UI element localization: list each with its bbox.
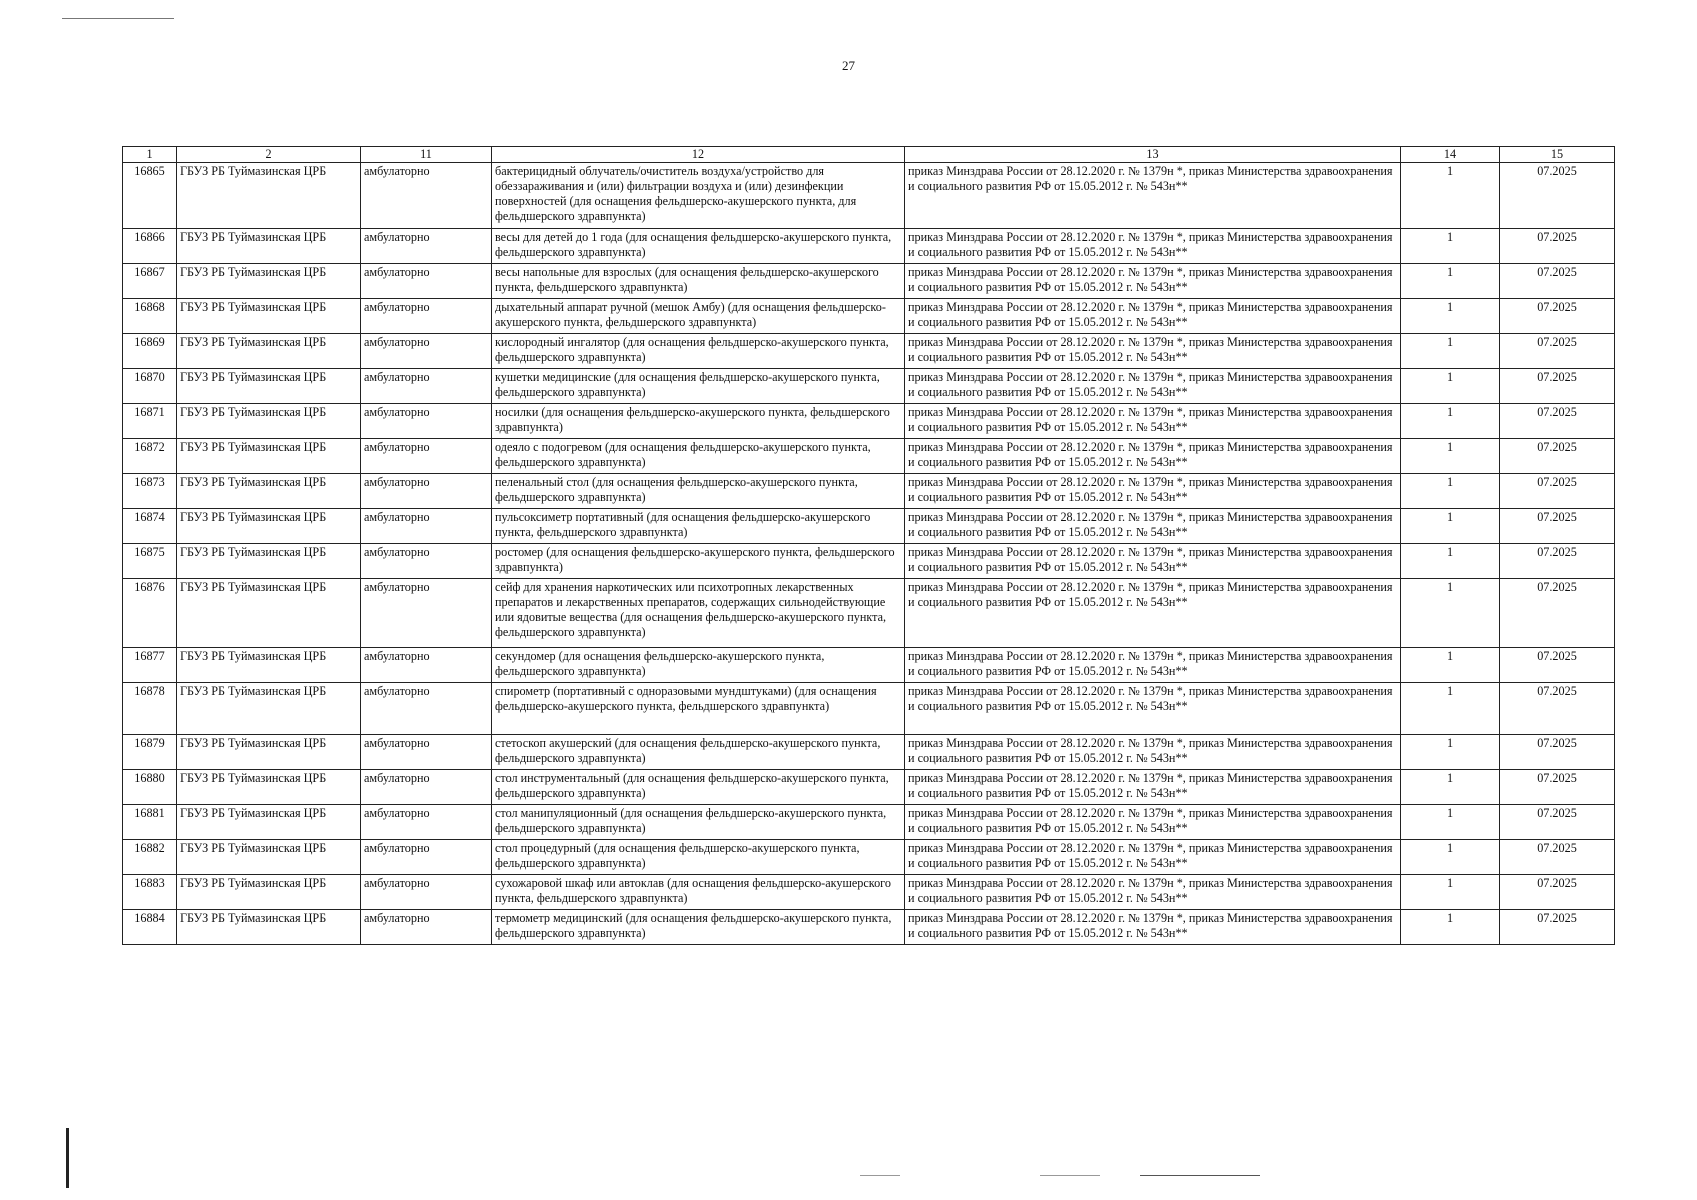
care-form-cell: амбулаторно (361, 875, 492, 910)
organization-cell: ГБУЗ РБ Туймазинская ЦРБ (177, 229, 361, 264)
scan-artifact-mark (66, 1128, 69, 1188)
deadline-cell: 07.2025 (1500, 735, 1615, 770)
care-form-cell: амбулаторно (361, 439, 492, 474)
quantity-cell: 1 (1401, 404, 1500, 439)
table-row (123, 299, 1615, 334)
quantity-cell: 1 (1401, 369, 1500, 404)
deadline-cell: 07.2025 (1500, 474, 1615, 509)
deadline-cell: 07.2025 (1500, 683, 1615, 735)
organization-cell: ГБУЗ РБ Туймазинская ЦРБ (177, 163, 361, 229)
legal-basis-cell: приказ Минздрава России от 28.12.2020 г. № 1379н *, приказ Министерства здравоохранения и социального развития РФ от 15.05.2012 г. № 543н** (905, 579, 1401, 648)
equipment-description-cell: термометр медицинский (для оснащения фельдшерско-акушерского пункта, фельдшерского здравпункта) (492, 910, 905, 945)
table-row (123, 264, 1615, 299)
table-body (123, 163, 1615, 945)
row-number: 16875 (123, 544, 177, 579)
scan-artifact-dash (860, 1175, 900, 1176)
equipment-description-cell: стетоскоп акушерский (для оснащения фельдшерско-акушерского пункта, фельдшерского здравпункта) (492, 735, 905, 770)
row-number: 16879 (123, 735, 177, 770)
row-number: 16866 (123, 229, 177, 264)
organization-cell: ГБУЗ РБ Туймазинская ЦРБ (177, 299, 361, 334)
deadline-cell: 07.2025 (1500, 840, 1615, 875)
quantity-cell: 1 (1401, 264, 1500, 299)
row-number: 16878 (123, 683, 177, 735)
column-header: 14 (1401, 147, 1500, 163)
legal-basis-cell: приказ Минздрава России от 28.12.2020 г. № 1379н *, приказ Министерства здравоохранения и социального развития РФ от 15.05.2012 г. № 543н** (905, 163, 1401, 229)
page-number: 27 (842, 58, 855, 73)
table-row (123, 229, 1615, 264)
care-form-cell: амбулаторно (361, 334, 492, 369)
row-number: 16865 (123, 163, 177, 229)
organization-cell: ГБУЗ РБ Туймазинская ЦРБ (177, 770, 361, 805)
equipment-description-cell: дыхательный аппарат ручной (мешок Амбу) (для оснащения фельдшерско-акушерского пункта, фельдшерского здравпункта) (492, 299, 905, 334)
deadline-cell: 07.2025 (1500, 805, 1615, 840)
deadline-cell: 07.2025 (1500, 579, 1615, 648)
deadline-cell: 07.2025 (1500, 770, 1615, 805)
table-row (123, 334, 1615, 369)
quantity-cell: 1 (1401, 805, 1500, 840)
column-header: 2 (177, 147, 361, 163)
row-number: 16872 (123, 439, 177, 474)
care-form-cell: амбулаторно (361, 579, 492, 648)
quantity-cell: 1 (1401, 163, 1500, 229)
equipment-description-cell: кислородный ингалятор (для оснащения фельдшерско-акушерского пункта, фельдшерского здравпункта) (492, 334, 905, 369)
legal-basis-cell: приказ Минздрава России от 28.12.2020 г. № 1379н *, приказ Министерства здравоохранения и социального развития РФ от 15.05.2012 г. № 543н** (905, 805, 1401, 840)
row-number: 16876 (123, 579, 177, 648)
table-row (123, 163, 1615, 229)
row-number: 16881 (123, 805, 177, 840)
deadline-cell: 07.2025 (1500, 299, 1615, 334)
care-form-cell: амбулаторно (361, 264, 492, 299)
row-number: 16868 (123, 299, 177, 334)
deadline-cell: 07.2025 (1500, 509, 1615, 544)
legal-basis-cell: приказ Минздрава России от 28.12.2020 г. № 1379н *, приказ Министерства здравоохранения и социального развития РФ от 15.05.2012 г. № 543н** (905, 404, 1401, 439)
organization-cell: ГБУЗ РБ Туймазинская ЦРБ (177, 840, 361, 875)
legal-basis-cell: приказ Минздрава России от 28.12.2020 г. № 1379н *, приказ Министерства здравоохранения и социального развития РФ от 15.05.2012 г. № 543н** (905, 334, 1401, 369)
care-form-cell: амбулаторно (361, 369, 492, 404)
care-form-cell: амбулаторно (361, 683, 492, 735)
care-form-cell: амбулаторно (361, 910, 492, 945)
organization-cell: ГБУЗ РБ Туймазинская ЦРБ (177, 735, 361, 770)
deadline-cell: 07.2025 (1500, 163, 1615, 229)
legal-basis-cell: приказ Минздрава России от 28.12.2020 г. № 1379н *, приказ Министерства здравоохранения и социального развития РФ от 15.05.2012 г. № 543н** (905, 735, 1401, 770)
row-number: 16883 (123, 875, 177, 910)
deadline-cell: 07.2025 (1500, 875, 1615, 910)
care-form-cell: амбулаторно (361, 805, 492, 840)
care-form-cell: амбулаторно (361, 509, 492, 544)
column-header: 1 (123, 147, 177, 163)
scan-artifact-dash (1040, 1175, 1100, 1176)
deadline-cell: 07.2025 (1500, 648, 1615, 683)
care-form-cell: амбулаторно (361, 299, 492, 334)
care-form-cell: амбулаторно (361, 544, 492, 579)
column-header: 11 (361, 147, 492, 163)
equipment-description-cell: секундомер (для оснащения фельдшерско-акушерского пункта, фельдшерского здравпункта) (492, 648, 905, 683)
deadline-cell: 07.2025 (1500, 229, 1615, 264)
care-form-cell: амбулаторно (361, 163, 492, 229)
organization-cell: ГБУЗ РБ Туймазинская ЦРБ (177, 648, 361, 683)
table-row (123, 404, 1615, 439)
care-form-cell: амбулаторно (361, 735, 492, 770)
table-row (123, 735, 1615, 770)
row-number: 16880 (123, 770, 177, 805)
table-row (123, 840, 1615, 875)
organization-cell: ГБУЗ РБ Туймазинская ЦРБ (177, 544, 361, 579)
legal-basis-cell: приказ Минздрава России от 28.12.2020 г. № 1379н *, приказ Министерства здравоохранения и социального развития РФ от 15.05.2012 г. № 543н** (905, 544, 1401, 579)
column-header: 12 (492, 147, 905, 163)
care-form-cell: амбулаторно (361, 770, 492, 805)
table-row (123, 683, 1615, 735)
table-row (123, 509, 1615, 544)
quantity-cell: 1 (1401, 770, 1500, 805)
care-form-cell: амбулаторно (361, 474, 492, 509)
quantity-cell: 1 (1401, 509, 1500, 544)
organization-cell: ГБУЗ РБ Туймазинская ЦРБ (177, 439, 361, 474)
quantity-cell: 1 (1401, 875, 1500, 910)
care-form-cell: амбулаторно (361, 404, 492, 439)
organization-cell: ГБУЗ РБ Туймазинская ЦРБ (177, 579, 361, 648)
equipment-description-cell: весы для детей до 1 года (для оснащения фельдшерско-акушерского пункта, фельдшерского здравпункта) (492, 229, 905, 264)
legal-basis-cell: приказ Минздрава России от 28.12.2020 г. № 1379н *, приказ Министерства здравоохранения и социального развития РФ от 15.05.2012 г. № 543н** (905, 875, 1401, 910)
quantity-cell: 1 (1401, 735, 1500, 770)
quantity-cell: 1 (1401, 299, 1500, 334)
quantity-cell: 1 (1401, 544, 1500, 579)
organization-cell: ГБУЗ РБ Туймазинская ЦРБ (177, 509, 361, 544)
organization-cell: ГБУЗ РБ Туймазинская ЦРБ (177, 404, 361, 439)
table-row (123, 910, 1615, 945)
legal-basis-cell: приказ Минздрава России от 28.12.2020 г. № 1379н *, приказ Министерства здравоохранения и социального развития РФ от 15.05.2012 г. № 543н** (905, 264, 1401, 299)
equipment-description-cell: ростомер (для оснащения фельдшерско-акушерского пункта, фельдшерского здравпункта) (492, 544, 905, 579)
quantity-cell: 1 (1401, 648, 1500, 683)
organization-cell: ГБУЗ РБ Туймазинская ЦРБ (177, 264, 361, 299)
organization-cell: ГБУЗ РБ Туймазинская ЦРБ (177, 369, 361, 404)
legal-basis-cell: приказ Минздрава России от 28.12.2020 г. № 1379н *, приказ Министерства здравоохранения и социального развития РФ от 15.05.2012 г. № 543н** (905, 369, 1401, 404)
table-row (123, 439, 1615, 474)
quantity-cell: 1 (1401, 334, 1500, 369)
equipment-description-cell: стол инструментальный (для оснащения фельдшерско-акушерского пункта, фельдшерского здравпункта) (492, 770, 905, 805)
deadline-cell: 07.2025 (1500, 264, 1615, 299)
organization-cell: ГБУЗ РБ Туймазинская ЦРБ (177, 474, 361, 509)
quantity-cell: 1 (1401, 229, 1500, 264)
equipment-description-cell: сейф для хранения наркотических или психотропных лекарственных препаратов и лекарственных препаратов, содержащих сильнодействующие или ядовитые вещества (для оснащения фельдшерско-акушерского пункта, фельдшерского здравпункта) (492, 579, 905, 648)
legal-basis-cell: приказ Минздрава России от 28.12.2020 г. № 1379н *, приказ Министерства здравоохранения и социального развития РФ от 15.05.2012 г. № 543н** (905, 439, 1401, 474)
row-number: 16873 (123, 474, 177, 509)
row-number: 16877 (123, 648, 177, 683)
deadline-cell: 07.2025 (1500, 544, 1615, 579)
row-number: 16871 (123, 404, 177, 439)
organization-cell: ГБУЗ РБ Туймазинская ЦРБ (177, 910, 361, 945)
table-row (123, 579, 1615, 648)
deadline-cell: 07.2025 (1500, 334, 1615, 369)
deadline-cell: 07.2025 (1500, 369, 1615, 404)
scan-artifact-line (62, 18, 174, 19)
quantity-cell: 1 (1401, 439, 1500, 474)
equipment-description-cell: одеяло с подогревом (для оснащения фельдшерско-акушерского пункта, фельдшерского здравпункта) (492, 439, 905, 474)
equipment-description-cell: стол процедурный (для оснащения фельдшерско-акушерского пункта, фельдшерского здравпункта) (492, 840, 905, 875)
column-header: 13 (905, 147, 1401, 163)
scan-artifact-dash (1140, 1175, 1260, 1176)
organization-cell: ГБУЗ РБ Туймазинская ЦРБ (177, 875, 361, 910)
equipment-description-cell: весы напольные для взрослых (для оснащения фельдшерско-акушерского пункта, фельдшерского здравпункта) (492, 264, 905, 299)
column-header: 15 (1500, 147, 1615, 163)
table-row (123, 648, 1615, 683)
equipment-description-cell: сухожаровой шкаф или автоклав (для оснащения фельдшерско-акушерского пункта, фельдшерского здравпункта) (492, 875, 905, 910)
quantity-cell: 1 (1401, 474, 1500, 509)
equipment-description-cell: пеленальный стол (для оснащения фельдшерско-акушерского пункта, фельдшерского здравпункта) (492, 474, 905, 509)
quantity-cell: 1 (1401, 579, 1500, 648)
row-number: 16867 (123, 264, 177, 299)
care-form-cell: амбулаторно (361, 840, 492, 875)
table-header-row (123, 147, 1615, 163)
legal-basis-cell: приказ Минздрава России от 28.12.2020 г. № 1379н *, приказ Министерства здравоохранения и социального развития РФ от 15.05.2012 г. № 543н** (905, 840, 1401, 875)
equipment-table (122, 146, 1615, 945)
table-row (123, 474, 1615, 509)
legal-basis-cell: приказ Минздрава России от 28.12.2020 г. № 1379н *, приказ Министерства здравоохранения и социального развития РФ от 15.05.2012 г. № 543н** (905, 648, 1401, 683)
legal-basis-cell: приказ Минздрава России от 28.12.2020 г. № 1379н *, приказ Министерства здравоохранения и социального развития РФ от 15.05.2012 г. № 543н** (905, 509, 1401, 544)
row-number: 16884 (123, 910, 177, 945)
quantity-cell: 1 (1401, 910, 1500, 945)
equipment-description-cell: бактерицидный облучатель/очиститель воздуха/устройство для обеззараживания и (или) фильтрации воздуха и (или) дезинфекции поверхностей (для оснащения фельдшерско-акушерского пункта, для фельдшерского здравпункта) (492, 163, 905, 229)
deadline-cell: 07.2025 (1500, 404, 1615, 439)
organization-cell: ГБУЗ РБ Туймазинская ЦРБ (177, 805, 361, 840)
deadline-cell: 07.2025 (1500, 439, 1615, 474)
row-number: 16882 (123, 840, 177, 875)
table-row (123, 544, 1615, 579)
equipment-description-cell: стол манипуляционный (для оснащения фельдшерско-акушерского пункта, фельдшерского здравпункта) (492, 805, 905, 840)
deadline-cell: 07.2025 (1500, 910, 1615, 945)
equipment-description-cell: носилки (для оснащения фельдшерско-акушерского пункта, фельдшерского здравпункта) (492, 404, 905, 439)
organization-cell: ГБУЗ РБ Туймазинская ЦРБ (177, 683, 361, 735)
equipment-description-cell: кушетки медицинские (для оснащения фельдшерско-акушерского пункта, фельдшерского здравпункта) (492, 369, 905, 404)
table-row (123, 770, 1615, 805)
equipment-description-cell: спирометр (портативный с одноразовыми мундштуками) (для оснащения фельдшерско-акушерского пункта, фельдшерского здравпункта) (492, 683, 905, 735)
legal-basis-cell: приказ Минздрава России от 28.12.2020 г. № 1379н *, приказ Министерства здравоохранения и социального развития РФ от 15.05.2012 г. № 543н** (905, 683, 1401, 735)
row-number: 16870 (123, 369, 177, 404)
legal-basis-cell: приказ Минздрава России от 28.12.2020 г. № 1379н *, приказ Министерства здравоохранения и социального развития РФ от 15.05.2012 г. № 543н** (905, 299, 1401, 334)
legal-basis-cell: приказ Минздрава России от 28.12.2020 г. № 1379н *, приказ Министерства здравоохранения и социального развития РФ от 15.05.2012 г. № 543н** (905, 910, 1401, 945)
care-form-cell: амбулаторно (361, 648, 492, 683)
legal-basis-cell: приказ Минздрава России от 28.12.2020 г. № 1379н *, приказ Министерства здравоохранения и социального развития РФ от 15.05.2012 г. № 543н** (905, 474, 1401, 509)
table-row (123, 369, 1615, 404)
legal-basis-cell: приказ Минздрава России от 28.12.2020 г. № 1379н *, приказ Министерства здравоохранения и социального развития РФ от 15.05.2012 г. № 543н** (905, 229, 1401, 264)
table-row (123, 805, 1615, 840)
table-row (123, 875, 1615, 910)
quantity-cell: 1 (1401, 683, 1500, 735)
legal-basis-cell: приказ Минздрава России от 28.12.2020 г. № 1379н *, приказ Министерства здравоохранения и социального развития РФ от 15.05.2012 г. № 543н** (905, 770, 1401, 805)
equipment-description-cell: пульсоксиметр портативный (для оснащения фельдшерско-акушерского пункта, фельдшерского здравпункта) (492, 509, 905, 544)
quantity-cell: 1 (1401, 840, 1500, 875)
organization-cell: ГБУЗ РБ Туймазинская ЦРБ (177, 334, 361, 369)
row-number: 16874 (123, 509, 177, 544)
care-form-cell: амбулаторно (361, 229, 492, 264)
row-number: 16869 (123, 334, 177, 369)
